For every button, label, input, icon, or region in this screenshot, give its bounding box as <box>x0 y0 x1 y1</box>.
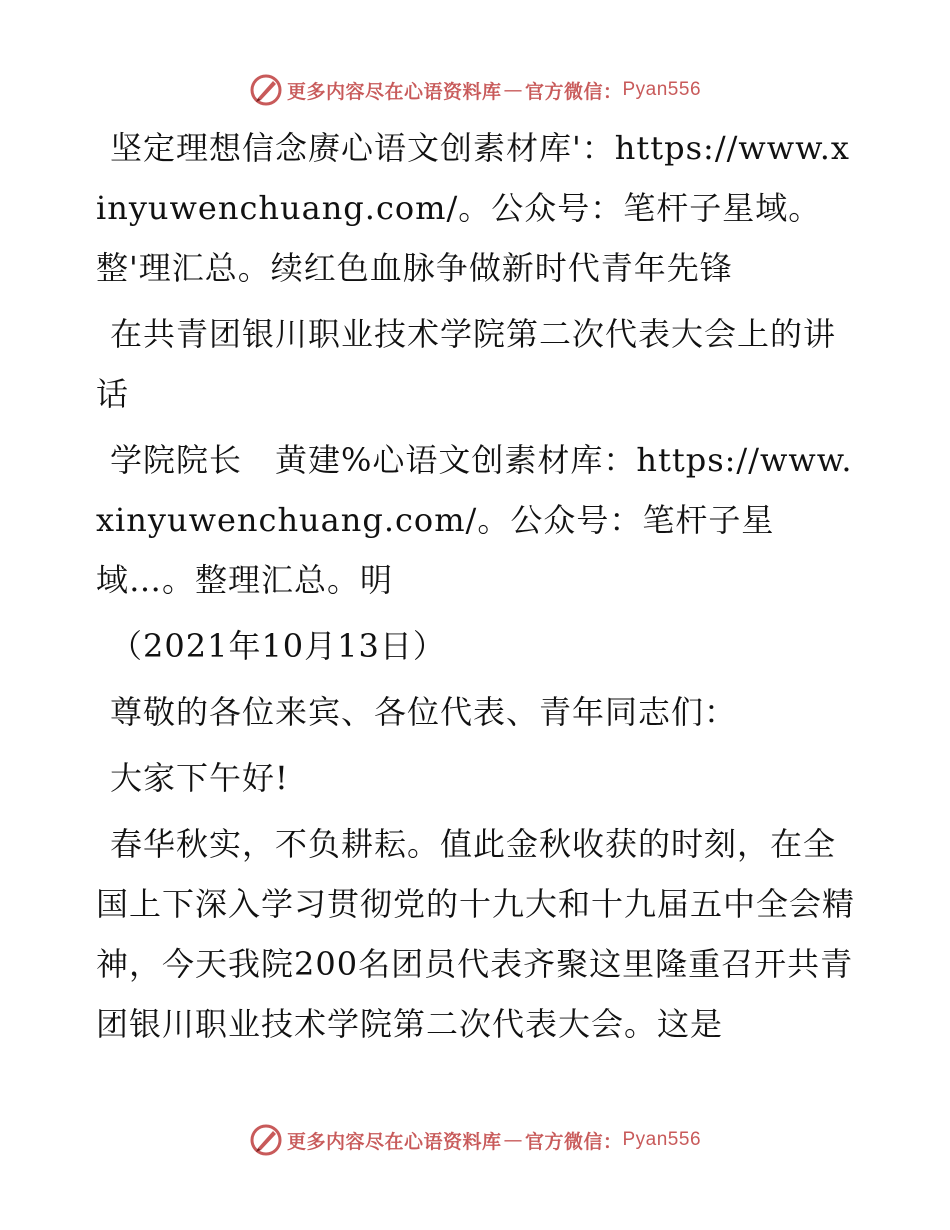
banner-wechat-id: Pyan556 <box>622 1129 702 1150</box>
paragraph-salutation: 尊敬的各位来宾、各位代表、青年同志们： <box>110 693 738 731</box>
paragraph-greeting: 大家下午好! <box>110 759 289 797</box>
paragraph-speaker: 学院院长 黄建%心语文创素材库：https://www.xinyuwenchuang.com/。公众号：笔杆子星域…。整理汇总。明 <box>96 441 853 599</box>
document-body <box>96 118 856 1054</box>
banner-wechat-label: 官方微信： <box>524 80 623 103</box>
pen-logo-icon <box>249 1123 283 1157</box>
paragraph-body: 春华秋实，不负耕耘。值此金秋收获的时刻，在全国上下深入学习贯彻党的十九大和十九届五中全会精神，今天我院200名团员代表齐聚这里隆重召开共青团银川职业技术学院第二次代表大会。这是 <box>96 825 856 1043</box>
banner-wechat-label: 官方微信： <box>524 1130 623 1153</box>
banner-text: 更多内容尽在心语资料库 <box>286 1130 502 1153</box>
banner-dash: — <box>503 1129 523 1151</box>
header-banner <box>0 70 950 110</box>
banner-dash: — <box>503 79 523 101</box>
banner-wechat-id: Pyan556 <box>622 79 702 100</box>
pen-logo-icon <box>249 73 283 107</box>
paragraph-speech-occasion: 在共青团银川职业技术学院第二次代表大会上的讲话 <box>96 315 837 413</box>
footer-banner <box>0 1120 950 1160</box>
paragraph-title-line: 坚定理想信念赓心语文创素材库'：https://www.xinyuwenchuang.com/。公众号：笔杆子星域。整'理汇总。续红色血脉争做新时代青年先锋 <box>96 129 850 287</box>
banner-text: 更多内容尽在心语资料库 <box>286 80 502 103</box>
paragraph-date: （2021年10月13日） <box>110 627 446 665</box>
